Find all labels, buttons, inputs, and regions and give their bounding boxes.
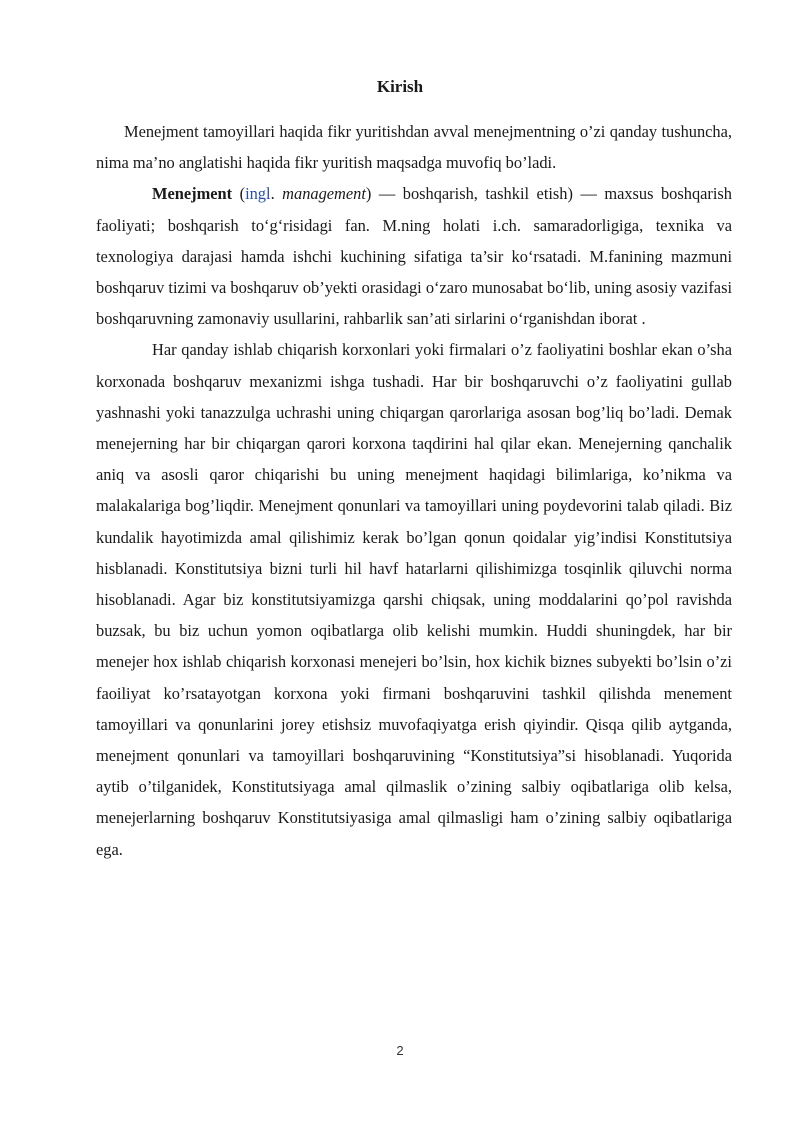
paragraph-main: Har qanday ishlab chiqarish korxonlari yoki firmalari o’z faoliyatini boshlar ekan o’sha korxonada boshqaruv mexanizmi ishga tushadi. Har bir boshqaruvchi o’z faoliyatini gullab yashnashi yoki tanazzulga uchrashi uning chiqargan qarorlariga asosan bog’liq bo’ladi. Demak menejerning har bir chiqargan qarori korxona taqdirini hal qilar ekan. Menejerning qanchalik aniq va asosli qaror chiqarishi bu uning menejment haqidagi bilimlariga, ko’nikma va malakalariga bog’liqdir. Menejment qonunlari va tamoyillari uning poydevorini talab qiladi. Biz kundalik hayotimizda amal qilishimiz kerak bo’lgan qonun qoidalar yig’indisi Konstitutsiya hisblanadi. Konstitutsiya bizni turli hil havf hatarlarni qilishimizga tosqinlik qiluvchi norma hisoblanadi. Agar biz konstitutsiyamizga qarshi chiqsak, uning moddalarini qo’pol ravishda buzsak, bu biz uchun yomon oqibatlarga olib kelishi mumkin. Huddi shuningdek, har bir menejer hox ishlab chiqarish korxonasi menejeri bo’lsin, hox kichik biznes subyekti bo’lsin o’zi faoiliyat ko’rsatayotgan korxona yoki firmani boshqaruvini tashkil qilishda menement tamoyillari va qonunlarini jorey etishsiz muvofaqiyatga erish qiyindir. Qisqa qilib aytganda, menejment qonunlari va tamoyillari boshqaruvining “Konstitutsiya”si hisoblanadi. Yuqorida aytib o’tilganidek, Konstitutsiyaga amal qilmaslik o’zining salbiy oqibatlariga olib kelsa, menejerlarning boshqaruv Konstitutsiyasiga amal qilmasligi ham o’zining salbiy oqibatlariga ega. <box>96 340 732 859</box>
section-title: Kirish <box>376 77 424 96</box>
paragraph-definition <box>96 178 732 334</box>
foreign-word: management <box>282 184 366 204</box>
abbr-ingl: ingl <box>245 184 271 204</box>
body-text <box>96 116 732 865</box>
definition-rest: ) — boshqarish, tashkil etish) — maxsus boshqarish faoliyati; boshqarish to‘g‘risidagi fan. M.ning holati i.ch. samaradorligiga, texnika va texnologiya darajasi hamda ishchi kuchining sifatiga ta’sir ko‘rsatadi. M.fanining mazmuni boshqaruv tizimi va boshqaruv ob’yekti orasidagi o‘zaro munosabat bo‘lib, uning asosiy vazifasi boshqaruvning zamonaviy usullarini, rahbarlik san’ati sirlarini o‘rganishdan iborat . <box>96 184 732 329</box>
term-menejment: Menejment <box>152 184 233 204</box>
abbr-dot: . <box>270 184 283 204</box>
open-paren: ( <box>232 184 246 204</box>
page-number: 2 <box>396 1043 404 1058</box>
paragraph-intro: Menejment tamoyillari haqida fikr yuritishdan avval menejmentning o’zi qanday tushuncha, nima ma’no anglatishi haqida fikr yuritish maqsadga muvofiq bo’ladi. <box>96 122 732 173</box>
